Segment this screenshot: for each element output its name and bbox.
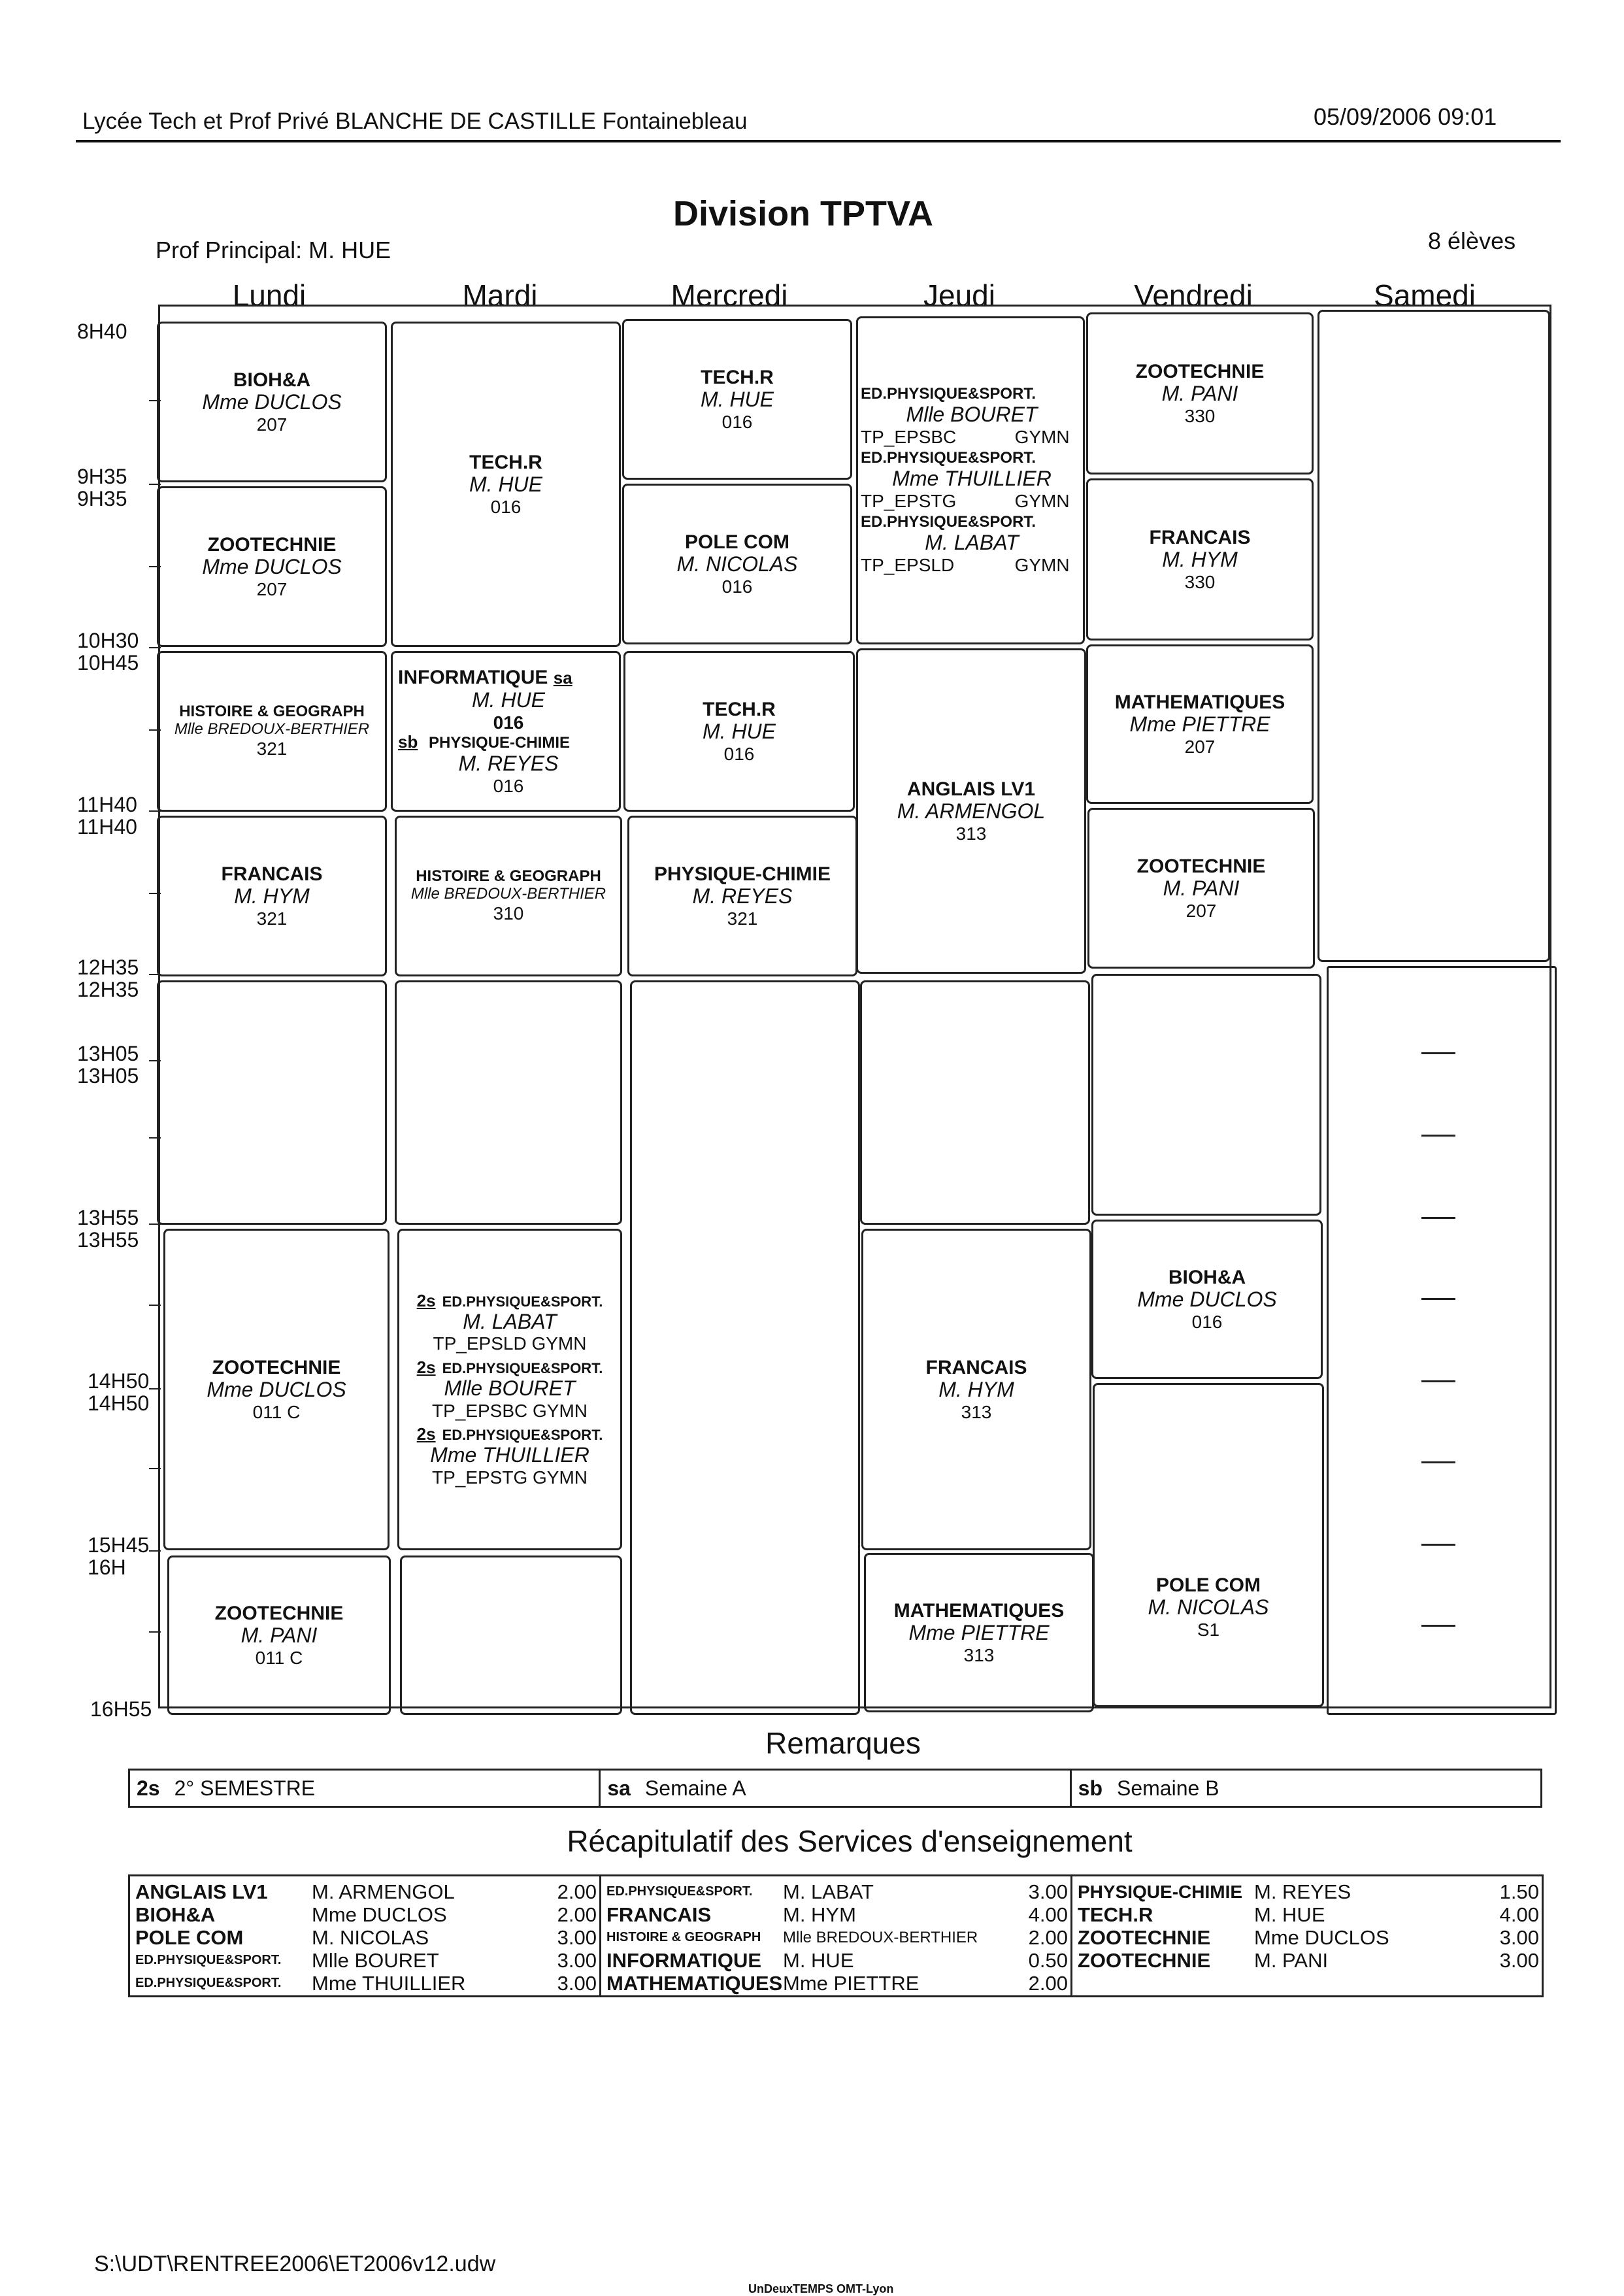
empty-slot xyxy=(1091,974,1321,1216)
room: 016 xyxy=(493,775,524,796)
time-label: 14H50 14H50 xyxy=(88,1369,150,1415)
room: 310 xyxy=(493,903,524,924)
recap-table xyxy=(128,1874,1544,1997)
remarques-table xyxy=(128,1769,1542,1808)
recap-hours: 0.50 xyxy=(1028,1949,1068,1972)
course-block[interactable] xyxy=(157,486,387,647)
room: 207 xyxy=(256,414,288,435)
recap-teacher: M. ARMENGOL xyxy=(312,1880,455,1903)
subject: FRANCAIS xyxy=(925,1356,1027,1378)
day-header-samedi: Samedi xyxy=(1374,278,1476,312)
teacher: Mme DUCLOS xyxy=(1137,1288,1277,1312)
dash-mark xyxy=(1421,1298,1455,1300)
recap-row xyxy=(606,1972,1070,1995)
recap-subject: BIOH&A xyxy=(135,1903,216,1926)
tick xyxy=(149,1631,161,1633)
recap-hours: 3.00 xyxy=(557,1949,597,1972)
recap-title: Récapitulatif des Services d'enseignement xyxy=(567,1824,1133,1858)
recap-teacher: M. LABAT xyxy=(783,1880,874,1903)
remark-code: 2s xyxy=(137,1776,160,1800)
room: 313 xyxy=(963,1645,995,1666)
course-block[interactable] xyxy=(1093,1383,1324,1707)
course-block[interactable] xyxy=(395,816,622,976)
recap-row xyxy=(606,1880,1070,1903)
teacher: M. REYES xyxy=(692,884,793,908)
subject: ZOOTECHNIE xyxy=(212,1356,341,1378)
day-header-vendredi: Vendredi xyxy=(1134,278,1253,312)
teacher: M. REYES xyxy=(458,751,559,775)
room: GYMN xyxy=(1014,554,1070,575)
dash-mark xyxy=(1421,1380,1455,1382)
room: 313 xyxy=(961,1402,992,1423)
room: TP_EPSBC GYMN xyxy=(431,1400,588,1421)
dash-mark xyxy=(1421,1217,1455,1219)
recap-row xyxy=(606,1926,1070,1949)
semester-tag: 2s xyxy=(416,1357,436,1377)
teacher: Mlle BREDOUX-BERTHIER xyxy=(410,885,606,903)
time-label: 13H55 13H55 xyxy=(77,1206,139,1252)
subject: ED.PHYSIQUE&SPORT. xyxy=(442,1293,603,1310)
room: S1 xyxy=(1197,1620,1220,1640)
day-header-lundi: Lundi xyxy=(232,278,307,312)
tick xyxy=(149,1305,161,1306)
course-block[interactable] xyxy=(622,319,852,480)
teacher: M. PANI xyxy=(1161,382,1238,406)
recap-subject: HISTOIRE & GEOGRAPH xyxy=(606,1930,761,1944)
teacher: Mme PIETTRE xyxy=(1129,712,1270,737)
tick xyxy=(149,647,161,648)
room: GYMN xyxy=(1014,426,1070,447)
recap-teacher: Mlle BREDOUX-BERTHIER xyxy=(783,1929,978,1946)
recap-hours: 3.00 xyxy=(557,1972,597,1995)
recap-teacher: Mme THUILLIER xyxy=(312,1972,466,1995)
week-tag: sa xyxy=(553,668,572,688)
recap-subject: MATHEMATIQUES xyxy=(606,1972,783,1995)
teacher: M. PANI xyxy=(1163,876,1240,901)
subject: TECH.R xyxy=(701,366,774,388)
recap-hours: 3.00 xyxy=(1499,1926,1539,1949)
recap-hours: 2.00 xyxy=(1028,1926,1068,1949)
dash-mark xyxy=(1421,1052,1455,1054)
course-block[interactable] xyxy=(861,1229,1091,1550)
course-block[interactable] xyxy=(856,648,1086,974)
teacher: Mme DUCLOS xyxy=(207,1378,346,1402)
recap-teacher: Mme DUCLOS xyxy=(312,1903,447,1926)
subject: MATHEMATIQUES xyxy=(893,1599,1065,1622)
teacher: M. PANI xyxy=(240,1623,318,1648)
subject: POLE COM xyxy=(1155,1574,1261,1596)
empty-slot xyxy=(400,1556,622,1715)
print-datetime: 05/09/2006 09:01 xyxy=(1314,103,1497,130)
student-count: 8 élèves xyxy=(1428,227,1516,254)
room: 016 xyxy=(723,744,755,765)
subject: ZOOTECHNIE xyxy=(1136,855,1266,877)
course-block[interactable] xyxy=(1087,808,1315,969)
recap-row xyxy=(135,1949,599,1972)
empty-slot xyxy=(630,980,860,1715)
empty-slot xyxy=(395,980,622,1225)
software-credit: UnDeuxTEMPS OMT-Lyon xyxy=(748,2282,894,2295)
day-header-mercredi: Mercredi xyxy=(671,278,788,312)
recap-hours: 3.00 xyxy=(557,1926,597,1949)
time-label: 16H55 xyxy=(90,1697,152,1721)
teacher: Mme DUCLOS xyxy=(202,555,342,579)
remark-label: Semaine B xyxy=(1117,1776,1219,1800)
course-block[interactable] xyxy=(622,484,852,644)
subject: INFORMATIQUE xyxy=(398,667,548,689)
subject: ED.PHYSIQUE&SPORT. xyxy=(861,513,1036,531)
teacher: M. HUE xyxy=(469,473,542,497)
recap-row xyxy=(606,1949,1070,1972)
recap-subject: PHYSIQUE-CHIMIE xyxy=(1078,1882,1243,1902)
room: 321 xyxy=(256,739,288,759)
course-block[interactable] xyxy=(163,1229,389,1550)
room: 321 xyxy=(727,908,758,929)
semester-tag: 2s xyxy=(416,1290,436,1310)
course-block[interactable] xyxy=(157,651,387,812)
time-label: 11H40 11H40 xyxy=(77,793,137,839)
recap-row xyxy=(1078,1926,1542,1949)
subject: ANGLAIS LV1 xyxy=(906,778,1036,800)
recap-row xyxy=(1078,1949,1542,1972)
room: 011 C xyxy=(255,1648,303,1669)
teacher: M. ARMENGOL xyxy=(897,799,1046,824)
recap-hours: 2.00 xyxy=(557,1880,597,1903)
recap-teacher: Mlle BOURET xyxy=(312,1949,439,1972)
dash-mark xyxy=(1421,1461,1455,1463)
header-divider xyxy=(76,140,1561,142)
recap-row xyxy=(135,1903,599,1926)
time-label: 9H35 9H35 xyxy=(77,465,127,510)
dash-mark xyxy=(1421,1625,1455,1627)
recap-subject: TECH.R xyxy=(1078,1903,1153,1926)
room: 016 xyxy=(721,576,753,597)
subject: HISTOIRE & GEOGRAPH xyxy=(179,703,365,721)
teacher: M. LABAT xyxy=(925,530,1019,554)
subject: PHYSIQUE-CHIMIE xyxy=(429,733,571,752)
room: 321 xyxy=(256,908,288,929)
subject: TECH.R xyxy=(469,451,542,473)
remark-code: sa xyxy=(607,1776,631,1800)
day-header-mardi: Mardi xyxy=(462,278,538,312)
course-block[interactable] xyxy=(623,651,855,812)
course-block-split[interactable] xyxy=(391,651,621,812)
teacher: Mlle BOURET xyxy=(444,1376,576,1400)
subject: BIOH&A xyxy=(233,369,311,391)
room: 330 xyxy=(1184,406,1216,427)
teacher: M. HYM xyxy=(234,884,310,908)
teacher: M. HYM xyxy=(938,1378,1014,1402)
recap-hours: 1.50 xyxy=(1499,1880,1539,1903)
group: TP_EPSLD xyxy=(861,554,955,575)
time-label: 15H45 16H xyxy=(88,1533,150,1579)
recap-hours: 4.00 xyxy=(1028,1903,1068,1926)
time-label: 8H40 xyxy=(77,320,127,343)
day-header-jeudi: Jeudi xyxy=(923,278,995,312)
room: 016 xyxy=(721,412,753,433)
room: 016 xyxy=(493,712,524,733)
room: 011 C xyxy=(252,1402,301,1423)
room: 016 xyxy=(1191,1312,1223,1333)
recap-teacher: M. REYES xyxy=(1254,1880,1351,1903)
teacher: M. LABAT xyxy=(463,1309,557,1333)
teacher: M. HUE xyxy=(701,388,774,412)
teacher: Mme DUCLOS xyxy=(202,390,342,414)
course-block[interactable] xyxy=(157,816,387,976)
room: GYMN xyxy=(1014,490,1070,511)
subject: BIOH&A xyxy=(1168,1266,1246,1288)
room: 207 xyxy=(1185,901,1217,922)
file-path: S:\UDT\RENTREE2006\ET2006v12.udw xyxy=(94,2252,496,2276)
recap-hours: 4.00 xyxy=(1499,1903,1539,1926)
teacher: M. HUE xyxy=(472,688,545,712)
empty-slot xyxy=(860,980,1090,1225)
recap-subject: FRANCAIS xyxy=(606,1903,712,1926)
time-label: 12H35 12H35 xyxy=(77,956,139,1001)
recap-subject: ZOOTECHNIE xyxy=(1078,1949,1211,1972)
empty-slot xyxy=(1317,310,1550,962)
recap-row xyxy=(135,1972,599,1995)
room: TP_EPSLD GYMN xyxy=(433,1333,587,1354)
course-block[interactable] xyxy=(627,816,857,976)
school-name: Lycée Tech et Prof Privé BLANCHE DE CASTILLE Fontainebleau xyxy=(82,108,748,134)
recap-teacher: Mme DUCLOS xyxy=(1254,1926,1389,1949)
subject: ED.PHYSIQUE&SPORT. xyxy=(442,1427,603,1444)
subject: ZOOTECHNIE xyxy=(207,533,337,556)
recap-teacher: Mme PIETTRE xyxy=(783,1972,920,1995)
recap-row xyxy=(606,1903,1070,1926)
remark-cell xyxy=(601,1771,1071,1806)
recap-teacher: M. HUE xyxy=(1254,1903,1325,1926)
subject: FRANCAIS xyxy=(221,863,323,885)
course-block[interactable] xyxy=(167,1556,391,1715)
recap-hours: 3.00 xyxy=(1499,1949,1539,1972)
teacher: Mme THUILLIER xyxy=(892,466,1052,490)
dash-mark xyxy=(1421,1135,1455,1137)
remark-label: Semaine A xyxy=(644,1776,746,1800)
dash-mark xyxy=(1421,1544,1455,1546)
recap-column xyxy=(601,1876,1072,1995)
teacher: M. HUE xyxy=(703,720,776,744)
subject: ED.PHYSIQUE&SPORT. xyxy=(861,384,1036,403)
empty-slot xyxy=(157,980,387,1225)
recap-row xyxy=(135,1880,599,1903)
room: 207 xyxy=(1184,737,1216,757)
group: TP_EPSTG xyxy=(861,490,957,511)
teacher: Mlle BOURET xyxy=(906,402,1038,426)
time-label: 10H30 10H45 xyxy=(77,629,139,674)
recap-subject: INFORMATIQUE xyxy=(606,1949,762,1972)
recap-teacher: M. HUE xyxy=(783,1949,854,1972)
remark-code: sb xyxy=(1078,1776,1102,1800)
empty-slot xyxy=(1327,966,1557,1715)
recap-teacher: M. HYM xyxy=(783,1903,856,1926)
course-block[interactable] xyxy=(391,322,621,647)
recap-row xyxy=(1078,1903,1542,1926)
subject: ED.PHYSIQUE&SPORT. xyxy=(861,448,1036,467)
recap-hours: 3.00 xyxy=(1028,1880,1068,1903)
recap-row xyxy=(135,1926,599,1949)
course-block[interactable] xyxy=(157,322,387,482)
tick xyxy=(149,1468,161,1469)
recap-subject: ED.PHYSIQUE&SPORT. xyxy=(606,1884,753,1899)
tick xyxy=(149,1388,161,1389)
teacher: Mme PIETTRE xyxy=(908,1621,1050,1645)
recap-teacher: M. NICOLAS xyxy=(312,1926,429,1949)
subject: HISTOIRE & GEOGRAPH xyxy=(416,867,601,886)
course-block[interactable] xyxy=(1086,312,1314,474)
prof-principal: Prof Principal: M. HUE xyxy=(156,237,391,263)
remark-cell xyxy=(1072,1771,1540,1806)
course-block-multi[interactable] xyxy=(397,1229,622,1550)
teacher: Mme THUILLIER xyxy=(430,1443,589,1467)
teacher: M. NICOLAS xyxy=(1148,1595,1269,1620)
subject: ZOOTECHNIE xyxy=(1135,360,1265,382)
course-block[interactable] xyxy=(864,1553,1094,1712)
page-title: Division TPTVA xyxy=(673,194,934,233)
time-label: 13H05 13H05 xyxy=(77,1042,139,1088)
recap-column xyxy=(130,1876,601,1995)
subject: PHYSIQUE-CHIMIE xyxy=(654,863,831,885)
room: 313 xyxy=(955,824,987,844)
recap-subject: ZOOTECHNIE xyxy=(1078,1926,1211,1949)
subject: ED.PHYSIQUE&SPORT. xyxy=(442,1359,603,1376)
semester-tag: 2s xyxy=(416,1424,436,1444)
teacher: M. NICOLAS xyxy=(676,552,798,576)
subject: MATHEMATIQUES xyxy=(1114,691,1285,713)
room: 207 xyxy=(256,579,288,600)
teacher: M. HYM xyxy=(1162,548,1238,572)
course-block-multi[interactable] xyxy=(856,316,1085,644)
recap-row xyxy=(1078,1880,1542,1903)
recap-subject: ED.PHYSIQUE&SPORT. xyxy=(135,1976,282,1990)
course-block[interactable] xyxy=(1086,644,1314,804)
subject: POLE COM xyxy=(684,531,789,553)
tick xyxy=(149,1550,161,1552)
teacher: Mlle BREDOUX-BERTHIER xyxy=(174,720,370,739)
remarques-title: Remarques xyxy=(765,1726,921,1760)
subject: ZOOTECHNIE xyxy=(214,1602,344,1624)
tick xyxy=(149,484,161,485)
week-tag: sb xyxy=(398,731,418,752)
remark-cell xyxy=(130,1771,601,1806)
group: TP_EPSBC xyxy=(861,426,957,447)
recap-hours: 2.00 xyxy=(1028,1972,1068,1995)
recap-column xyxy=(1072,1876,1542,1995)
subject: TECH.R xyxy=(703,698,776,720)
recap-hours: 2.00 xyxy=(557,1903,597,1926)
remark-label: 2° SEMESTRE xyxy=(174,1776,316,1800)
course-block[interactable] xyxy=(1086,478,1314,641)
course-block[interactable] xyxy=(1091,1220,1323,1379)
recap-subject: ANGLAIS LV1 xyxy=(135,1880,268,1903)
room: 016 xyxy=(490,497,522,518)
recap-subject: ED.PHYSIQUE&SPORT. xyxy=(135,1953,282,1967)
recap-subject: POLE COM xyxy=(135,1926,244,1949)
room: 330 xyxy=(1184,572,1216,593)
room: TP_EPSTG GYMN xyxy=(431,1467,588,1488)
recap-teacher: M. PANI xyxy=(1254,1949,1329,1972)
subject: FRANCAIS xyxy=(1149,526,1251,548)
